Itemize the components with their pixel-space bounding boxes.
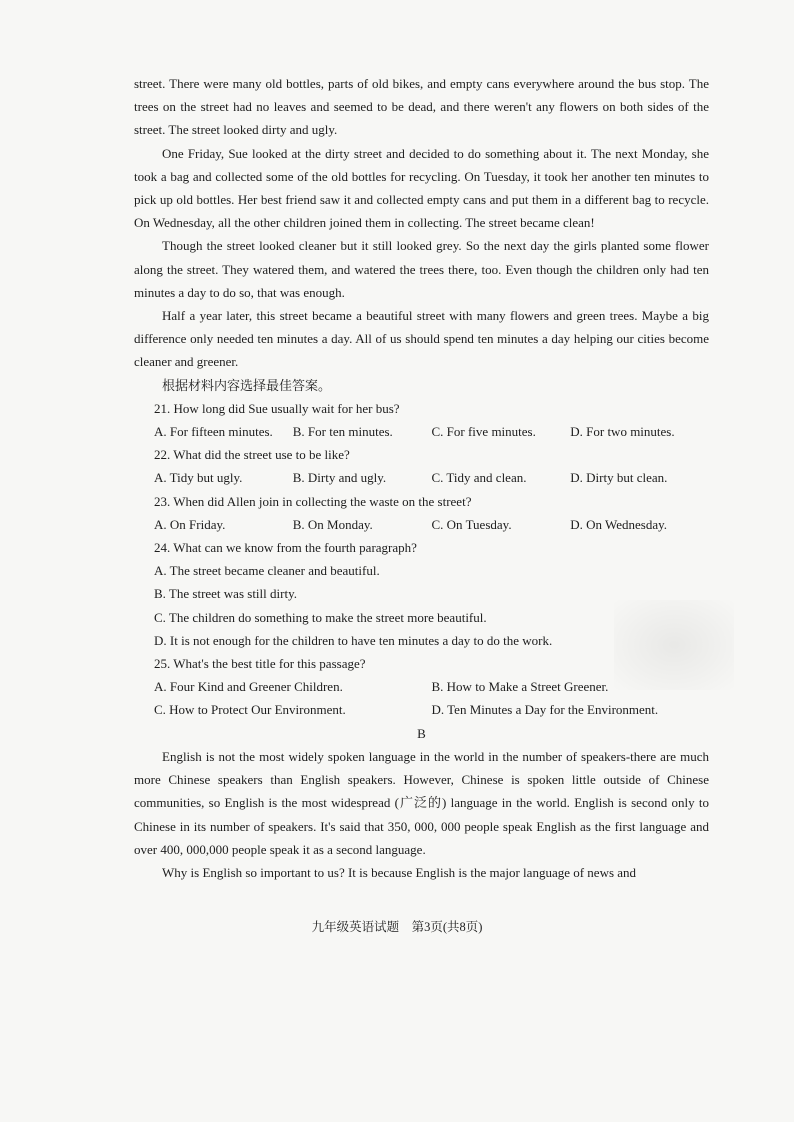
passage-a-paragraph-2: One Friday, Sue looked at the dirty street and decided to do something about it. The next Monday, she took a bag and collected some of the old bottles for recycling. On Tuesday, it took her another ten minutes to pick up old bottles. Her best friend saw it and collected empty cans and put them in a different bag to recycle. On Wednesday, all the other children joined them in collecting. The street became clean! (134, 145, 709, 231)
passage-b-paragraph-1: English is not the most widely spoken language in the world in the number of speakers-there are much more Chinese speakers than English speakers. However, Chinese is spoken little outside of Chinese communities, so English is the most widespread (广泛的) language in the world. English is second only to Chinese in its number of speakers. It's said that 350, 000, 000 people speak English as the first language and over 400, 000,000 people speak it as a second language. (134, 748, 709, 857)
option-a: A. The street became cleaner and beautiful. (154, 563, 380, 579)
option-a: A. On Friday. (154, 516, 226, 532)
passage-a-paragraph-3: Though the street looked cleaner but it still looked grey. So the next day the girls planted some flower along the street. They watered them, and watered the trees there, too. Even though the children only had ten minutes a day to do so, that was enough. (134, 238, 709, 300)
options (134, 466, 709, 489)
passage-a-paragraph-4: Half a year later, this street became a beautiful street with many flowers and green trees. Maybe a big difference only needed ten minutes a day. All of us should spend ten minutes a day helping our cities become cleaner and greener. (134, 308, 709, 370)
question-stem: 23. When did Allen join in collecting the waste on the street? (154, 493, 472, 509)
option-a: A. Tidy but ugly. (154, 470, 243, 486)
option-b: B. On Monday. (292, 516, 373, 532)
page-footer: 九年级英语试题 第3页(共8页) (311, 920, 483, 934)
option-b: B. For ten minutes. (292, 424, 393, 440)
question-stem: 24. What can we know from the fourth paragraph? (154, 540, 417, 556)
instruction: 根据材料内容选择最佳答案。 (162, 377, 332, 393)
option-c: C. For five minutes. (431, 424, 536, 440)
passage-b-paragraph-2: Why is English so important to us? It is because English is the major language of news and (162, 864, 637, 880)
option-b: B. Dirty and ugly. (292, 470, 387, 486)
question-22 (134, 443, 709, 489)
options (134, 420, 709, 443)
page-content (134, 72, 709, 884)
option-c: C. On Tuesday. (431, 516, 512, 532)
question-stem: 22. What did the street use to be like? (154, 447, 350, 463)
option-c: C. Tidy and clean. (431, 470, 527, 486)
option-a: A. For fifteen minutes. (154, 424, 273, 440)
option-c: C. The children do something to make the street more beautiful. (154, 609, 487, 625)
question-21 (134, 397, 709, 443)
scan-smudge (614, 600, 734, 690)
question-stem: 25. What's the best title for this passage? (154, 656, 366, 672)
option-d: D. Ten Minutes a Day for the Environment. (431, 702, 659, 718)
option-b: B. How to Make a Street Greener. (431, 679, 609, 695)
option-a: A. Four Kind and Greener Children. (154, 679, 343, 695)
option-d: D. Dirty but clean. (570, 470, 668, 486)
option-d: D. It is not enough for the children to have ten minutes a day to do the work. (154, 632, 553, 648)
section-heading-b: B (417, 725, 426, 741)
option-b: B. The street was still dirty. (154, 586, 297, 602)
passage-a-paragraph-1: street. There were many old bottles, parts of old bikes, and empty cans everywhere around the bus stop. The trees on the street had no leaves and seemed to be dead, and there weren't any flowers on both sides of the street. The street looked dirty and ugly. (134, 76, 709, 138)
option-d: D. For two minutes. (570, 424, 675, 440)
question-23 (134, 490, 709, 536)
option-d: D. On Wednesday. (570, 516, 668, 532)
question-stem: 21. How long did Sue usually wait for her bus? (154, 400, 400, 416)
options (134, 513, 709, 536)
option-c: C. How to Protect Our Environment. (154, 702, 346, 718)
